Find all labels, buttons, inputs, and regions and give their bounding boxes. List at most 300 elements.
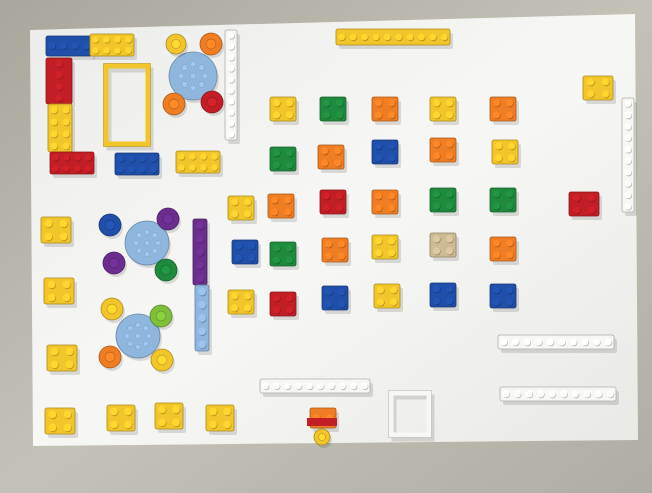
plate-white-right-2-stud <box>584 391 591 398</box>
plate-purple-vertical-stud <box>196 261 204 269</box>
round-plate-blue-bottom-stud <box>135 333 140 338</box>
slope-yellow-bottom-3-stud <box>223 408 231 416</box>
brick-yellow-2x4-b-stud <box>211 164 218 171</box>
brick-blue-2x4-stud <box>128 166 135 173</box>
plate-white-vertical-right-stud <box>625 146 632 153</box>
brick-2x2-17-stud <box>273 244 280 251</box>
brick-2x2-17-stud <box>273 256 280 263</box>
brick-2x2-15-stud <box>493 202 500 209</box>
brick-2x2-21-stud <box>493 239 500 246</box>
brick-blue-1x4-stud <box>48 43 55 50</box>
brick-2x2-19-stud <box>375 237 382 244</box>
plate-white-right-1-stud <box>512 339 519 346</box>
brick-2x2-8-stud <box>433 140 440 147</box>
brick-2x2-6-stud <box>321 159 328 166</box>
brick-2x2-15-stud <box>506 202 513 209</box>
brick-2x2-13-stud <box>388 192 395 199</box>
brick-2x2-12-stud <box>323 204 330 211</box>
brick-2x2-14-stud <box>433 202 440 209</box>
brick-2x2-0-stud <box>286 111 293 118</box>
brick-blue-2x4-stud <box>139 166 146 173</box>
slope-yellow-top-right-stud <box>587 90 594 97</box>
brick-yellow-vertical-stud <box>50 118 57 125</box>
plate-white-bottom-long-stud <box>339 383 346 390</box>
brick-yellow-vertical-stud <box>62 130 69 137</box>
brick-2x2-25-stud <box>377 298 384 305</box>
brick-yellow-2x4-b-stud <box>200 164 207 171</box>
brick-2x2-4-stud <box>506 111 513 118</box>
slope-yellow-bottom-2-stud <box>158 406 166 414</box>
brick-2x2-20-stud <box>446 247 453 254</box>
plate-yellow-long-top-stud <box>429 34 436 41</box>
brick-2x2-5-stud <box>286 161 293 168</box>
plate-yellow-long-top-stud <box>441 34 448 41</box>
brick-2x2-10-stud <box>244 198 251 205</box>
slope-yellow-left-4-stud <box>49 411 57 419</box>
plate-white-vertical-left-stud <box>228 98 235 105</box>
brick-2x2-10-stud <box>244 210 251 217</box>
brick-2x2-5-stud <box>273 161 280 168</box>
brick-2x2-20-stud <box>433 247 440 254</box>
brick-2x2-3-stud <box>446 111 453 118</box>
brick-2x2-13-stud <box>375 192 382 199</box>
brick-blue-1x4-stud <box>60 43 67 50</box>
brick-yellow-vertical-stud <box>62 142 69 149</box>
brick-2x2-23-stud <box>286 294 293 301</box>
brick-2x2-4-stud <box>493 111 500 118</box>
round-purple-1-stud <box>163 214 173 224</box>
brick-red-right-stud <box>588 194 595 201</box>
plate-white-vertical-left-stud <box>228 76 235 83</box>
plate-yellow-long-top-stud <box>338 34 345 41</box>
brick-2x2-24-stud <box>325 300 332 307</box>
plate-white-right-1-stud <box>605 339 612 346</box>
brick-red-right-stud <box>573 206 580 213</box>
plate-purple-vertical-stud <box>196 222 204 230</box>
slope-yellow-bottom-3-stud <box>223 421 231 429</box>
brick-blue-2x4-stud <box>150 155 157 162</box>
brick-2x2-22-stud <box>231 292 238 299</box>
brick-yellow-2x4-top-stud <box>125 36 132 43</box>
round-plate-blue-mid-stud <box>152 248 157 253</box>
brick-2x2-7-stud <box>388 142 395 149</box>
plate-yellow-long-top-stud <box>372 34 379 41</box>
brick-2x2-0-stud <box>273 99 280 106</box>
brick-red-2x4-stud <box>74 154 81 161</box>
brick-red-vertical-stud <box>56 83 63 90</box>
brick-2x2-9-stud <box>495 142 502 149</box>
brick-2x2-2-stud <box>375 99 382 106</box>
plate-white-right-1-stud <box>547 339 554 346</box>
round-yellow-3-stud <box>157 355 167 365</box>
plate-white-right-1-stud <box>570 339 577 346</box>
plate-white-right-2-stud <box>526 391 533 398</box>
plate-white-vertical-right-stud <box>625 123 632 130</box>
brick-blue-2x4-stud <box>117 155 124 162</box>
brick-2x2-20-stud <box>446 235 453 242</box>
brick-yellow-2x4-b-stud <box>178 164 185 171</box>
brick-yellow-vertical-stud <box>50 106 57 113</box>
brick-2x2-12-stud <box>336 192 343 199</box>
plate-white-right-2-stud <box>607 391 614 398</box>
brick-red-right-stud <box>573 194 580 201</box>
round-plate-blue-bottom-stud <box>146 333 151 338</box>
slope-yellow-bottom-2-stud <box>172 406 180 414</box>
brick-2x2-0-stud <box>273 111 280 118</box>
brick-red-vertical-stud <box>56 60 63 67</box>
round-plate-blue-top-stud <box>178 73 184 79</box>
plate-white-bottom-long-stud <box>262 383 269 390</box>
plate-yellow-long-top-stud <box>395 34 402 41</box>
round-plate-blue-mid-stud <box>155 240 160 245</box>
brick-2x2-6-stud <box>321 147 328 154</box>
plate-white-right-1-stud <box>524 339 531 346</box>
brick-2x2-1-stud <box>336 99 343 106</box>
round-plate-blue-bottom-stud <box>124 333 129 338</box>
brick-yellow-2x4-b-stud <box>200 153 207 160</box>
slope-yellow-left-3-stud <box>66 361 74 369</box>
round-plate-blue-mid-stud <box>137 248 142 253</box>
plate-yellow-long-top-stud <box>361 34 368 41</box>
brick-2x2-11-stud <box>271 196 278 203</box>
brick-red-2x4-stud <box>63 165 70 172</box>
brick-yellow-vertical-stud <box>62 118 69 125</box>
brick-2x2-22-stud <box>231 304 238 311</box>
plate-white-vertical-left-stud <box>228 32 235 39</box>
brick-2x2-13-stud <box>388 204 395 211</box>
brick-yellow-vertical-stud <box>50 130 57 137</box>
brick-red-vertical-stud <box>56 72 63 79</box>
slope-yellow-left-1-stud <box>60 220 68 228</box>
round-yellow-1-stud <box>172 40 181 49</box>
slope-yellow-bottom-1-stud <box>124 421 132 429</box>
brick-2x2-26-stud <box>433 285 440 292</box>
brick-2x2-21-stud <box>493 251 500 258</box>
round-plate-blue-top-stud <box>182 82 188 88</box>
slope-yellow-top-right-stud <box>602 90 609 97</box>
round-blue-1-stud <box>105 220 115 230</box>
brick-2x2-16-stud <box>248 242 255 249</box>
brick-2x2-18-stud <box>325 252 332 259</box>
round-plate-blue-mid-stud <box>144 251 149 256</box>
brick-red-base <box>307 418 337 426</box>
brick-yellow-2x4-top-stud <box>92 47 99 54</box>
brick-2x2-17-stud <box>286 256 293 263</box>
round-orange-2-stud <box>169 99 179 109</box>
slope-yellow-left-2-stud <box>48 294 56 302</box>
plate-white-right-1-stud <box>593 339 600 346</box>
brick-yellow-2x4-b-stud <box>211 153 218 160</box>
plate-yellow-long-top-stud <box>407 34 414 41</box>
plate-white-vertical-right-stud <box>625 203 632 210</box>
brick-yellow-2x4-top-stud <box>103 36 110 43</box>
brick-2x2-27-stud <box>493 298 500 305</box>
plate-purple-vertical-stud <box>196 248 204 256</box>
brick-2x2-23-stud <box>286 306 293 313</box>
plate-white-bottom-long-stud <box>361 383 368 390</box>
brick-yellow-2x4-b-stud <box>178 153 185 160</box>
brick-yellow-vertical-stud <box>50 142 57 149</box>
brick-2x2-0-stud <box>286 99 293 106</box>
brick-2x2-23-stud <box>273 294 280 301</box>
round-purple-2-stud <box>109 258 119 268</box>
slope-yellow-top-right-stud <box>602 78 609 85</box>
brick-2x2-1-stud <box>323 111 330 118</box>
brick-2x2-4-stud <box>493 99 500 106</box>
brick-2x2-18-stud <box>338 252 345 259</box>
plate-white-vertical-left-stud <box>228 120 235 127</box>
round-plate-blue-bottom-stud <box>128 341 133 346</box>
brick-red-2x4-stud <box>74 165 81 172</box>
slope-yellow-bottom-3-stud <box>209 421 217 429</box>
brick-2x2-5-stud <box>286 149 293 156</box>
brick-2x2-11-stud <box>284 208 291 215</box>
plate-white-right-2-stud <box>560 391 567 398</box>
plate-white-right-2-stud <box>549 391 556 398</box>
slope-yellow-bottom-2-stud <box>172 419 180 427</box>
plate-lightblue-vertical-stud <box>198 314 206 322</box>
slope-yellow-left-1-stud <box>45 220 53 228</box>
brick-2x2-26-stud <box>446 297 453 304</box>
brick-red-vertical-stud <box>56 95 63 102</box>
brick-2x2-19-stud <box>388 237 395 244</box>
round-plate-blue-mid-stud <box>144 240 149 245</box>
plate-white-vertical-right-stud <box>625 112 632 119</box>
slope-yellow-left-4-stud <box>64 424 72 432</box>
plate-yellow-long-top-stud <box>350 34 357 41</box>
brick-2x2-14-stud <box>446 202 453 209</box>
plate-white-vertical-right-stud <box>625 180 632 187</box>
brick-2x2-27-stud <box>493 286 500 293</box>
round-yellow-2-stud <box>107 304 117 314</box>
brick-2x2-3-stud <box>433 111 440 118</box>
brick-2x2-8-stud <box>433 152 440 159</box>
brick-2x2-13-stud <box>375 204 382 211</box>
brick-red-2x4-stud <box>85 154 92 161</box>
brick-2x2-16-stud <box>235 254 242 261</box>
brick-2x2-15-stud <box>506 190 513 197</box>
plate-white-right-1-stud <box>582 339 589 346</box>
slope-yellow-top-right-stud <box>587 78 594 85</box>
brick-2x2-26-stud <box>446 285 453 292</box>
brick-2x2-8-stud <box>446 140 453 147</box>
brick-2x2-24-stud <box>325 288 332 295</box>
brick-blue-2x4-stud <box>139 155 146 162</box>
plate-lightblue-vertical-stud <box>198 288 206 296</box>
plate-white-right-2-stud <box>595 391 602 398</box>
slope-yellow-bottom-1-stud <box>124 408 132 416</box>
plate-white-vertical-left-stud <box>228 54 235 61</box>
brick-blue-2x4-stud <box>150 166 157 173</box>
brick-2x2-14-stud <box>433 190 440 197</box>
slope-yellow-left-3-stud <box>51 348 59 356</box>
round-plate-blue-top-stud <box>182 65 188 71</box>
brick-2x2-8-stud <box>446 152 453 159</box>
round-plate-blue-top-stud <box>199 82 205 88</box>
brick-blue-1x4-stud <box>71 43 78 50</box>
brick-2x2-9-stud <box>495 154 502 161</box>
brick-2x2-20-stud <box>433 235 440 242</box>
brick-2x2-9-stud <box>508 154 515 161</box>
slope-yellow-left-2-stud <box>63 281 71 289</box>
brick-2x2-9-stud <box>508 142 515 149</box>
brick-2x2-7-stud <box>388 154 395 161</box>
brick-2x2-16-stud <box>248 254 255 261</box>
plate-white-right-2-stud <box>514 391 521 398</box>
round-red-1-stud <box>207 97 217 107</box>
brick-2x2-12-stud <box>336 204 343 211</box>
slope-yellow-left-1-stud <box>45 233 53 241</box>
plate-white-vertical-right-stud <box>625 157 632 164</box>
round-plate-blue-mid-stud <box>137 233 142 238</box>
brick-2x2-11-stud <box>284 196 291 203</box>
plate-white-vertical-right-stud <box>625 191 632 198</box>
plate-white-vertical-left-stud <box>228 65 235 72</box>
brick-blue-2x4-stud <box>117 166 124 173</box>
round-orange-1-stud <box>206 39 216 49</box>
slope-yellow-bottom-3-stud <box>209 408 217 416</box>
brick-2x2-19-stud <box>388 249 395 256</box>
slope-yellow-left-4-stud <box>49 424 57 432</box>
brick-red-2x4-stud <box>63 154 70 161</box>
plate-white-vertical-left-stud <box>228 43 235 50</box>
plate-white-right-2-stud <box>572 391 579 398</box>
slope-yellow-left-1-stud <box>60 233 68 241</box>
plate-white-bottom-long-stud <box>350 383 357 390</box>
slope-yellow-left-3-stud <box>66 348 74 356</box>
plate-white-vertical-right-stud <box>625 100 632 107</box>
brick-yellow-2x4-b-stud <box>189 164 196 171</box>
brick-red-2x4-stud <box>85 165 92 172</box>
round-orange-3-stud <box>105 352 115 362</box>
plate-white-bottom-long-stud <box>317 383 324 390</box>
brick-blue-2x4-stud <box>128 155 135 162</box>
slope-yellow-bottom-1-stud <box>110 421 118 429</box>
round-plate-blue-mid-stud <box>144 229 149 234</box>
plate-white-vertical-right-stud <box>625 134 632 141</box>
plate-white-bottom-long-stud <box>328 383 335 390</box>
brick-2x2-3-stud <box>433 99 440 106</box>
plate-white-bottom-long-stud <box>273 383 280 390</box>
plate-white-right-2-stud <box>502 391 509 398</box>
brick-2x2-18-stud <box>338 240 345 247</box>
brick-yellow-2x4-top-stud <box>114 36 121 43</box>
brick-2x2-4-stud <box>506 99 513 106</box>
plate-white-right-2-stud <box>537 391 544 398</box>
brick-2x2-5-stud <box>273 149 280 156</box>
plate-white-vertical-right-stud <box>625 169 632 176</box>
round-plate-blue-bottom-stud <box>135 322 140 327</box>
plate-lightblue-vertical-stud <box>198 301 206 309</box>
brick-yellow-vertical-stud <box>62 106 69 113</box>
plate-white-right-1-stud <box>500 339 507 346</box>
brick-2x2-1-stud <box>336 111 343 118</box>
brick-2x2-26-stud <box>433 297 440 304</box>
brick-2x2-1-stud <box>323 99 330 106</box>
slope-yellow-left-2-stud <box>48 281 56 289</box>
brick-yellow-2x4-top-stud <box>125 47 132 54</box>
slope-yellow-left-2-stud <box>63 294 71 302</box>
brick-2x2-2-stud <box>388 111 395 118</box>
round-plate-blue-mid-stud <box>152 233 157 238</box>
brick-red-2x4-stud <box>52 165 59 172</box>
round-plate-blue-bottom-stud <box>143 341 148 346</box>
brick-2x2-10-stud <box>231 198 238 205</box>
brick-2x2-25-stud <box>390 298 397 305</box>
brick-2x2-25-stud <box>390 286 397 293</box>
brick-2x2-23-stud <box>273 306 280 313</box>
round-plate-blue-mid-stud <box>133 240 138 245</box>
brick-2x2-14-stud <box>446 190 453 197</box>
brick-2x2-17-stud <box>286 244 293 251</box>
round-plate-blue-top-stud <box>190 61 196 67</box>
round-plate-blue-bottom-stud <box>135 344 140 349</box>
brick-yellow-2x4-top-stud <box>114 47 121 54</box>
brick-2x2-10-stud <box>231 210 238 217</box>
brick-red-2x4-stud <box>52 154 59 161</box>
round-plate-blue-top-stud <box>190 85 196 91</box>
plate-white-right-1-stud <box>558 339 565 346</box>
brick-2x2-12-stud <box>323 192 330 199</box>
brick-2x2-16-stud <box>235 242 242 249</box>
round-yellow-bottom-stud <box>318 433 325 440</box>
brick-yellow-2x4-top-stud <box>92 36 99 43</box>
brick-2x2-6-stud <box>334 159 341 166</box>
plate-white-vertical-left-stud <box>228 109 235 116</box>
plate-white-vertical-left-stud <box>228 131 235 138</box>
round-plate-blue-bottom-stud <box>143 326 148 331</box>
brick-2x2-22-stud <box>244 292 251 299</box>
brick-2x2-18-stud <box>325 240 332 247</box>
plate-purple-vertical-stud <box>196 235 204 243</box>
brick-red-right-stud <box>588 206 595 213</box>
brick-2x2-27-stud <box>506 286 513 293</box>
slope-yellow-left-4-stud <box>64 411 72 419</box>
round-plate-blue-bottom-stud <box>128 326 133 331</box>
brick-2x2-15-stud <box>493 190 500 197</box>
brick-2x2-21-stud <box>506 251 513 258</box>
slope-yellow-left-3-stud <box>51 361 59 369</box>
brick-2x2-22-stud <box>244 304 251 311</box>
plate-lightblue-vertical-stud <box>198 327 206 335</box>
round-plate-blue-top-stud <box>199 65 205 71</box>
round-plate-blue-top-stud <box>190 73 196 79</box>
round-green-1-stud <box>161 265 171 275</box>
plate-white-bottom-long-stud <box>306 383 313 390</box>
plate-white-right-1-stud <box>535 339 542 346</box>
brick-yellow-2x4-b-stud <box>189 153 196 160</box>
brick-2x2-11-stud <box>271 208 278 215</box>
brick-2x2-25-stud <box>377 286 384 293</box>
round-plate-blue-top-stud <box>202 73 208 79</box>
brick-blue-1x4-stud <box>83 43 90 50</box>
brick-2x2-24-stud <box>338 300 345 307</box>
plate-purple-vertical-stud <box>196 274 204 282</box>
brick-2x2-3-stud <box>446 99 453 106</box>
plate-white-bottom-long-stud <box>295 383 302 390</box>
round-lime-1-stud <box>156 311 166 321</box>
brick-yellow-2x4-top-stud <box>103 47 110 54</box>
brick-2x2-24-stud <box>338 288 345 295</box>
plate-yellow-long-top-stud <box>384 34 391 41</box>
brick-2x2-2-stud <box>388 99 395 106</box>
brick-2x2-27-stud <box>506 298 513 305</box>
brick-2x2-19-stud <box>375 249 382 256</box>
brick-2x2-7-stud <box>375 154 382 161</box>
plate-yellow-long-top-stud <box>418 34 425 41</box>
plate-white-bottom-long-stud <box>284 383 291 390</box>
brick-2x2-2-stud <box>375 111 382 118</box>
